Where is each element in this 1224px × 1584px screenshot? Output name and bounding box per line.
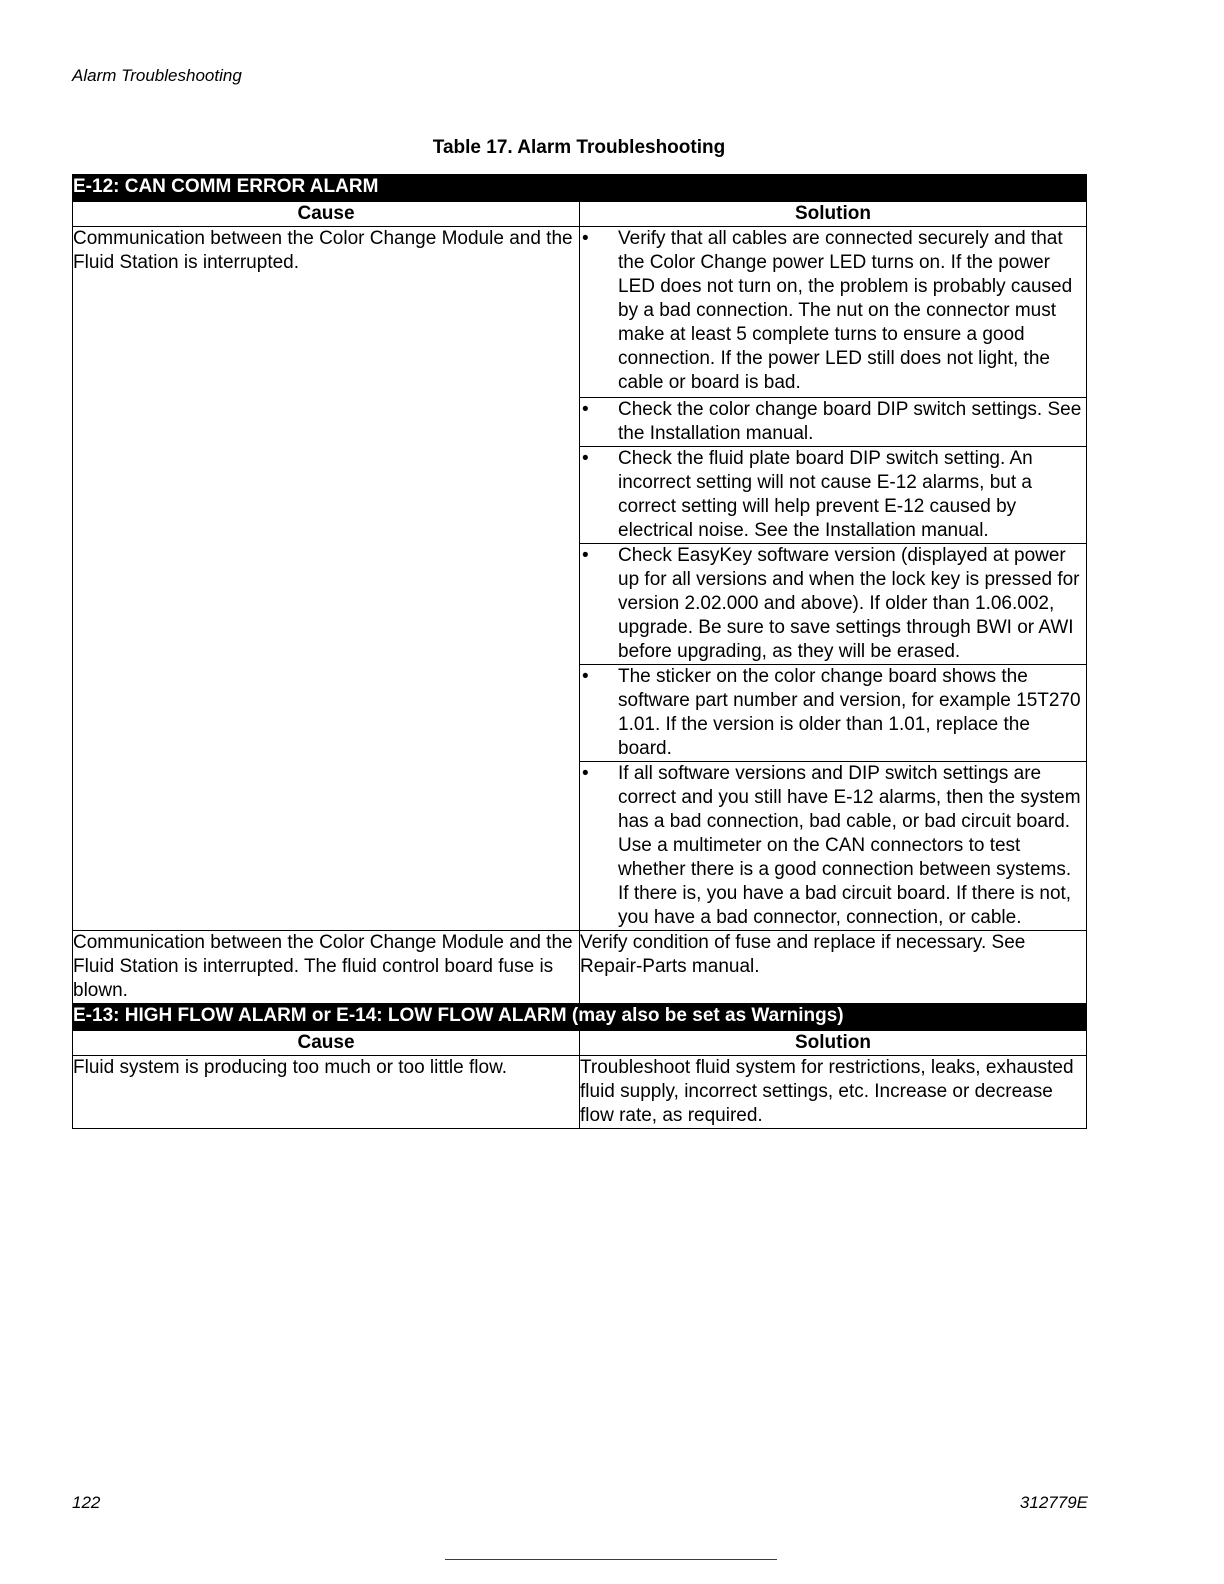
solution-cell <box>580 227 1087 398</box>
bullet-glyph: • <box>582 763 589 784</box>
solution-text: Check the fluid plate board DIP switch setting. An incorrect setting will not cause E-12 alarms, but a correct setting will help prevent E-12 caused by electrical noise. See the Installation manual. <box>618 448 1033 541</box>
solution-cell: Troubleshoot fluid system for restrictions, leaks, exhausted fluid supply, incorrect settings, etc. Increase or decrease flow rate, as required. <box>580 1056 1087 1129</box>
column-header-row <box>73 1031 1087 1056</box>
table-caption: Table 17. Alarm Troubleshooting <box>432 137 726 158</box>
solution-cell <box>580 544 1087 665</box>
footer-rule <box>445 1559 777 1560</box>
column-header-row <box>73 202 1087 227</box>
solution-cell <box>580 665 1123 762</box>
document-number: 312779E <box>1019 1493 1088 1512</box>
solution-column-header: Solution <box>580 202 1087 227</box>
solution-text: Verify that all cables are connected securely and that the Color Change power LED turns on. If the power LED does not turn on, the problem is probably caused by a bad connection. The nut on the connector must make at least 5 complete turns to ensure a good connection. If the power LED still does not light, the cable or board is bad. <box>618 228 1073 393</box>
solution-text: Check EasyKey software version (displayed at power up for all versions and when the lock key is pressed for version 2.02.000 and above). If older than 1.06.002, upgrade. Be sure to save settings through BWI or AWI before upgrading, as they will be erased. <box>618 545 1080 662</box>
cause-column-header: Cause <box>73 202 580 227</box>
section-title: E-13: HIGH FLOW ALARM or E-14: LOW FLOW ALARM (may also be set as Warnings) <box>73 1004 1087 1031</box>
table-row <box>73 227 1087 398</box>
table-row <box>73 1056 1087 1129</box>
bullet-glyph: • <box>582 666 589 687</box>
cause-cell: Communication between the Color Change Module and the Fluid Station is interrupted. <box>73 227 580 931</box>
cause-column-header: Cause <box>73 1031 580 1056</box>
solution-column-header: Solution <box>580 1031 1087 1056</box>
solution-text: Check the color change board DIP switch settings. See the Installation manual. <box>618 399 1082 444</box>
table-row <box>73 931 1087 1004</box>
solution-text: The sticker on the color change board shows the software part number and version, for example 15T270 1.01. If the version is older than 1.01, replace the board. <box>618 666 1123 759</box>
solution-cell <box>580 447 1087 544</box>
solution-cell <box>580 398 1087 447</box>
solution-cell: Verify condition of fuse and replace if necessary. See Repair-Parts manual. <box>580 931 1087 1004</box>
alarm-troubleshooting-table <box>72 174 1123 1129</box>
bullet-glyph: • <box>582 545 589 566</box>
bullet-glyph: • <box>582 448 589 469</box>
bullet-glyph: • <box>582 228 589 249</box>
solution-text: If all software versions and DIP switch settings are correct and you still have E-12 alarms, then the system has a bad connection, bad cable, or bad circuit board. Use a multimeter on the CAN connectors to test whether there is a good connection between systems. If there is, you have a bad circuit board. If there is not, you have a bad connector, connection, or cable. <box>618 763 1081 928</box>
page-number: 122 <box>72 1493 101 1512</box>
bullet-glyph: • <box>582 399 589 420</box>
solution-cell <box>580 762 1087 931</box>
running-header: Alarm Troubleshooting <box>72 66 242 85</box>
section-header-e13-e14 <box>73 1004 1087 1031</box>
section-title: E-12: CAN COMM ERROR ALARM <box>73 175 1087 202</box>
section-header-e12 <box>73 175 1087 202</box>
cause-cell: Fluid system is producing too much or too little flow. <box>73 1056 580 1129</box>
cause-cell: Communication between the Color Change Module and the Fluid Station is interrupted. The fluid control board fuse is blown. <box>73 931 580 1004</box>
